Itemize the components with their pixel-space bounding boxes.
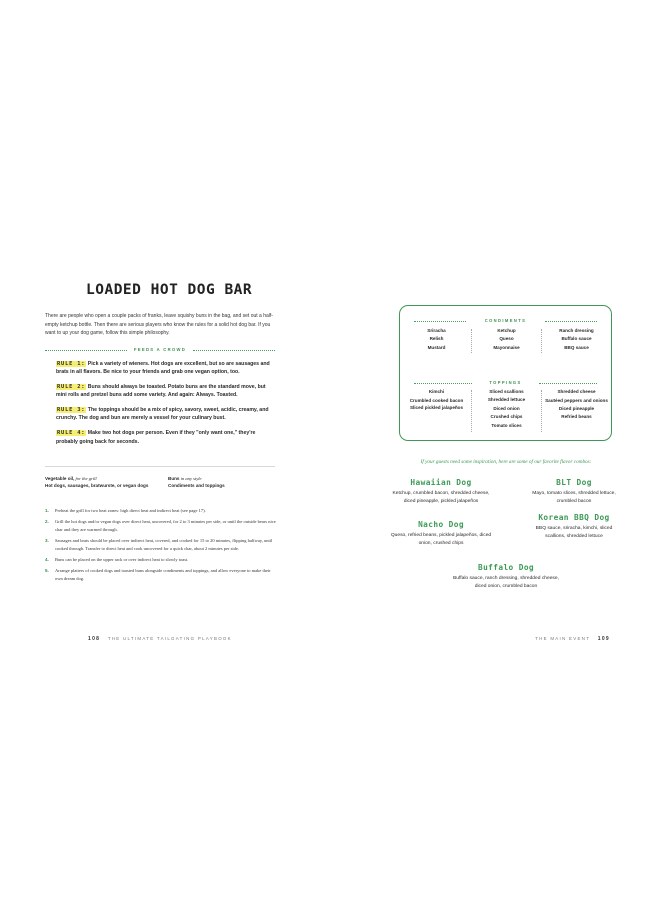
ingredients-left: [45, 475, 155, 489]
feeds-a-crowd-label: FEEDS A CROWD: [133, 347, 187, 352]
condiment-item: Queso: [499, 336, 514, 342]
rule-item: [56, 383, 276, 400]
combo-description: Queso, refried beans, pickled jalapeños, diced onion, crushed chips: [390, 533, 492, 546]
topping-item: Crumbled cooked bacon: [409, 397, 464, 403]
topping-item: Sautéed peppers and onions: [545, 397, 608, 403]
topping-item: Diced pineapple: [558, 405, 595, 411]
toppings-column: [544, 388, 609, 422]
footer-left: [88, 636, 232, 642]
condiment-item: Mayonnaise: [493, 344, 520, 350]
toppings-label: TOPPINGS: [489, 380, 522, 385]
running-head: THE MAIN EVENT: [535, 636, 591, 641]
rule-tag: RULE 4:: [57, 430, 86, 437]
page-title: LOADED HOT DOG BAR: [86, 282, 253, 298]
rule-tag: RULE 2:: [57, 384, 86, 391]
combo-description: BBQ sauce, sriracha, kimchi, sliced scallions, shredded lettuce: [535, 526, 613, 539]
combo-buffalo: [448, 563, 564, 591]
instruction-step: 4. Buns can be placed on the upper rack or over indirect heat to slowly toast.: [45, 556, 189, 562]
instruction-step: 5. Arrange platters of cooked dogs and toasted buns alongside condiments and toppings, and allow everyone to make their own dream dog.: [45, 567, 271, 581]
combo-description: Buffalo sauce, ranch dressing, shredded cheese, diced onion, crumbled bacon: [453, 576, 559, 589]
rule-item: [56, 406, 276, 423]
topping-item: Diced onion: [493, 405, 520, 411]
topping-item: Tomato slices: [491, 422, 522, 428]
ingredient: Buns in any style: [168, 476, 202, 481]
topping-item: Crushed chips: [490, 414, 523, 420]
toppings-column: [474, 388, 539, 430]
page-number: 109: [597, 636, 610, 642]
inspiration-text: If your guests need some inspiration, here are some of our favorite flavor combos:: [420, 459, 592, 465]
right-page: [330, 0, 660, 904]
combo-name: Korean BBQ Dog: [538, 513, 610, 522]
condiments-column: [474, 327, 539, 352]
condiment-item: BBQ sauce: [564, 344, 589, 350]
topping-item: Shredded lettuce: [487, 397, 526, 403]
combo-name: Hawaiian Dog: [410, 478, 472, 487]
condiment-item: Ketchup: [497, 328, 516, 333]
topping-item: Sliced pickled jalapeños: [409, 404, 464, 410]
page-number: 108: [88, 636, 101, 642]
rule-item: [56, 360, 276, 377]
instruction-step: 1. Preheat the grill for two heat zones: high direct heat and indirect heat (see page 17).: [45, 508, 206, 513]
condiment-item: Relish: [429, 336, 444, 342]
combo-blt: [518, 478, 630, 506]
topping-item: Refried beans: [561, 414, 592, 420]
footer-right: [535, 636, 610, 642]
rule-tag: RULE 1:: [57, 361, 86, 367]
topping-item: Sliced scallions: [489, 389, 524, 394]
combo-name: Buffalo Dog: [477, 563, 535, 572]
running-head: THE ULTIMATE TAILGATING PLAYBOOK: [107, 636, 232, 641]
condiment-item: Sriracha: [427, 328, 446, 333]
combo-korean-bbq: [516, 513, 632, 541]
condiments-toppings-card: [399, 305, 612, 441]
rule-tag: RULE 3:: [57, 407, 86, 414]
intro-paragraph: There are people who open a couple packs of franks, leave squishy buns in the bag, and set out a half-empty ketchup bottle. Then there are serious players who know the rules for a solid hot dog bar. If you want to up your dog game, follow this simple philosophy.: [45, 313, 273, 337]
section-divider: [45, 466, 275, 467]
instruction-step: 3. Sausages and brats should be placed over indirect heat, covered, and cooked for 15 to 20 minutes, flipping halfway, until cooked through. Transfer to direct heat and cook uncovered for a quick char, about 2 minutes per side.: [45, 537, 273, 551]
rule-text: Buns should always be toasted. Potato buns are the standard move, but mini rolls and pretzel buns add some variety. And again: Always. Toasted.: [56, 384, 266, 399]
topping-item: Kimchi: [428, 389, 445, 394]
instructions-list: [45, 507, 277, 582]
topping-item: Shredded cheese: [557, 389, 596, 394]
combo-name: Nacho Dog: [418, 520, 464, 529]
ingredient: Hot dogs, sausages, bratwurste, or vegan dogs: [45, 483, 149, 488]
condiment-item: Ranch dressing: [559, 328, 594, 333]
combo-description: Mayo, tomato slices, shredded lettuce, crumbled bacon: [532, 491, 616, 504]
toppings-column: [404, 388, 469, 412]
combo-name: BLT Dog: [556, 478, 592, 487]
combo-nacho: [388, 520, 494, 548]
combo-description: Ketchup, crumbled bacon, shredded cheese, diced pineapple, pickled jalapeños: [392, 491, 490, 504]
feeds-a-crowd-divider: [45, 347, 275, 353]
rule-item: [56, 429, 276, 446]
condiments-column: [544, 327, 609, 352]
instruction-step: 2. Grill the hot dogs and/or vegan dogs over direct heat, uncovered, for 2 to 3 minutes per side, or until the outside bears nice char and they are warmed through.: [45, 519, 276, 532]
condiment-item: Mustard: [427, 344, 446, 350]
rule-text: Make two hot dogs per person. Even if they "only want one," they're probably going back for seconds.: [56, 430, 256, 445]
ingredient: Vegetable oil, for the grill: [45, 476, 97, 481]
condiments-label: CONDIMENTS: [484, 318, 527, 323]
ingredient: Condiments and toppings: [168, 483, 225, 488]
rule-text: Pick a variety of wieners. Hot dogs are excellent, but so are sausages and brats in all flavors. Be nice to your friends and grab one vegan option, too.: [56, 361, 270, 376]
condiments-column: [404, 327, 469, 352]
rule-text: The toppings should be a mix of spicy, savory, sweet, acidic, creamy, and crunchy. The dog and bun are merely a vessel for your culinary bust.: [56, 407, 269, 422]
ingredients-right: [168, 475, 268, 489]
condiment-item: Buffalo sauce: [561, 336, 592, 342]
combo-hawaiian: [386, 478, 496, 506]
rules-list: [56, 360, 276, 446]
